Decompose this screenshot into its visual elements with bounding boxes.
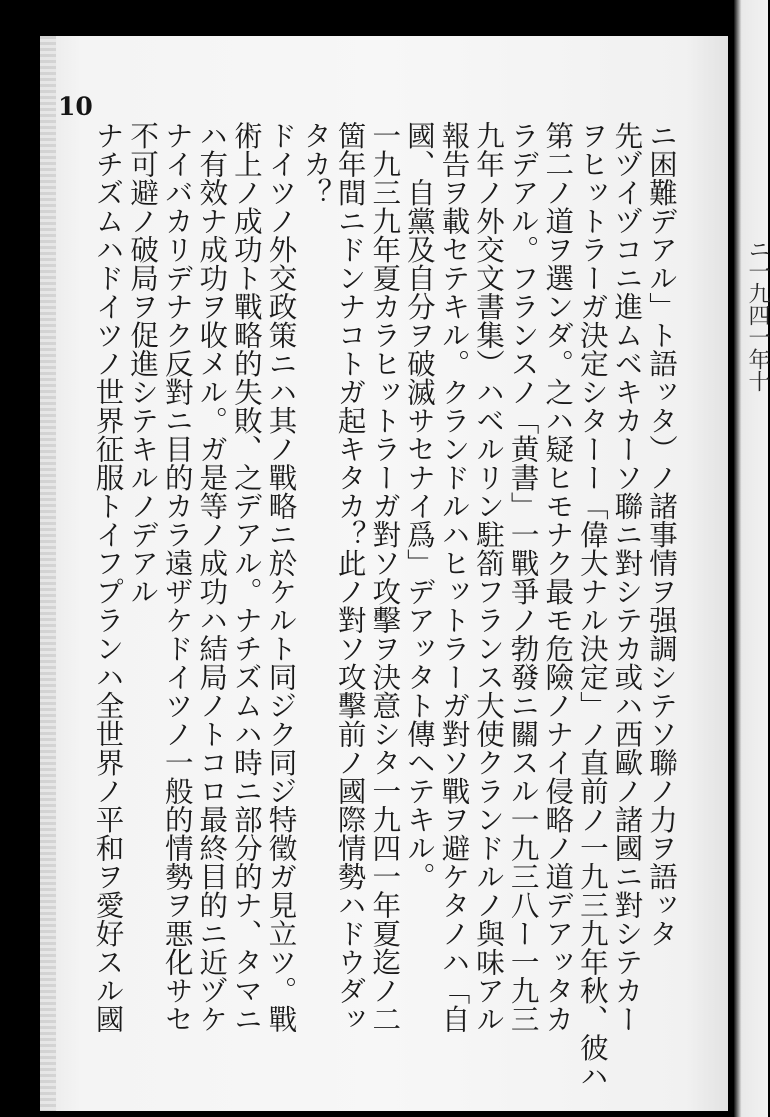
text-line: ニ困難デアル」ト語ッタ）ノ諸事情ヲ强調シテソ聯ノ力ヲ語ッタ [645, 121, 678, 948]
text-line: 九年ノ外交文書集）ハベルリン駐箚フランス大使クランドルノ與味アル [472, 121, 506, 1033]
page-gutter [40, 36, 56, 1111]
text-line: タカ？ [299, 121, 333, 207]
text-line: 不可避ノ破局ヲ促進シテキルノデアル [126, 121, 160, 606]
text-line: 先ヅイヅコニ進ムベキカーソ聯ニ對シテカ或ハ西歐ノ諸國ニ對シテカー [610, 121, 644, 1033]
text-line: 一九三九年夏カラヒットラーガ對ソ攻擊ヲ決意シタ一九四一年夏迄ノ二 [368, 121, 402, 1033]
text-line: 術上ノ成功ト戰略的失敗、之デアル。ナチズムハ時ニ部分的ナ、タマニ [229, 121, 263, 1033]
text-line: ハ有效ナ成功ヲ收メル。ガ是等ノ成功ハ結局ノトコロ最終目的ニ近ヅケ [195, 121, 229, 1033]
page-number: 10 [58, 92, 93, 121]
text-line: 箇年間ニドンナコトガ起キタカ？此ノ對ソ攻擊前ノ國際情勢ハドウダッ [333, 121, 367, 1033]
next-page-edge [734, 0, 768, 1117]
text-line: ドイツノ外交政策ニハ其ノ戰略ニ於ケルト同ジク同ジ特徵ガ見立ツ。戰 [264, 121, 298, 1033]
text-line: ナイバカリデナク反對ニ目的カラ遠ザケドイツノ一般的情勢ヲ悪化サセ [160, 121, 194, 1033]
book-page [40, 36, 728, 1111]
text-line: 報告ヲ載セテキル。クランドルハヒットラーガ對ソ戰ヲ避ケタノハ「自 [437, 121, 471, 1033]
text-line: ラデアル。フランスノ「黄書」一戰爭ノ勃發ニ關スル一九三八ー一九三 [506, 121, 540, 1033]
text-line: 第二ノ道ヲ選ンダ。之ハ疑ヒモナク最モ危險ノナイ侵略ノ道デアッタカ [541, 121, 575, 1033]
next-page-margin-text: ニ一九四一年十 [745, 238, 770, 392]
vertical-text-block [91, 121, 678, 1106]
text-line: ヲヒットラーガ決定シターー「偉大ナル決定」ノ直前ノ一九三九年秋、彼ハ [575, 121, 609, 1090]
text-line: ナチズムハドイツノ世界征服トイフプランハ全世界ノ平和ヲ愛好スル國 [91, 121, 125, 1033]
text-line: 國、自黨及自分ヲ破滅サセナイ爲」デアッタト傳ヘテキル。 [402, 121, 436, 891]
